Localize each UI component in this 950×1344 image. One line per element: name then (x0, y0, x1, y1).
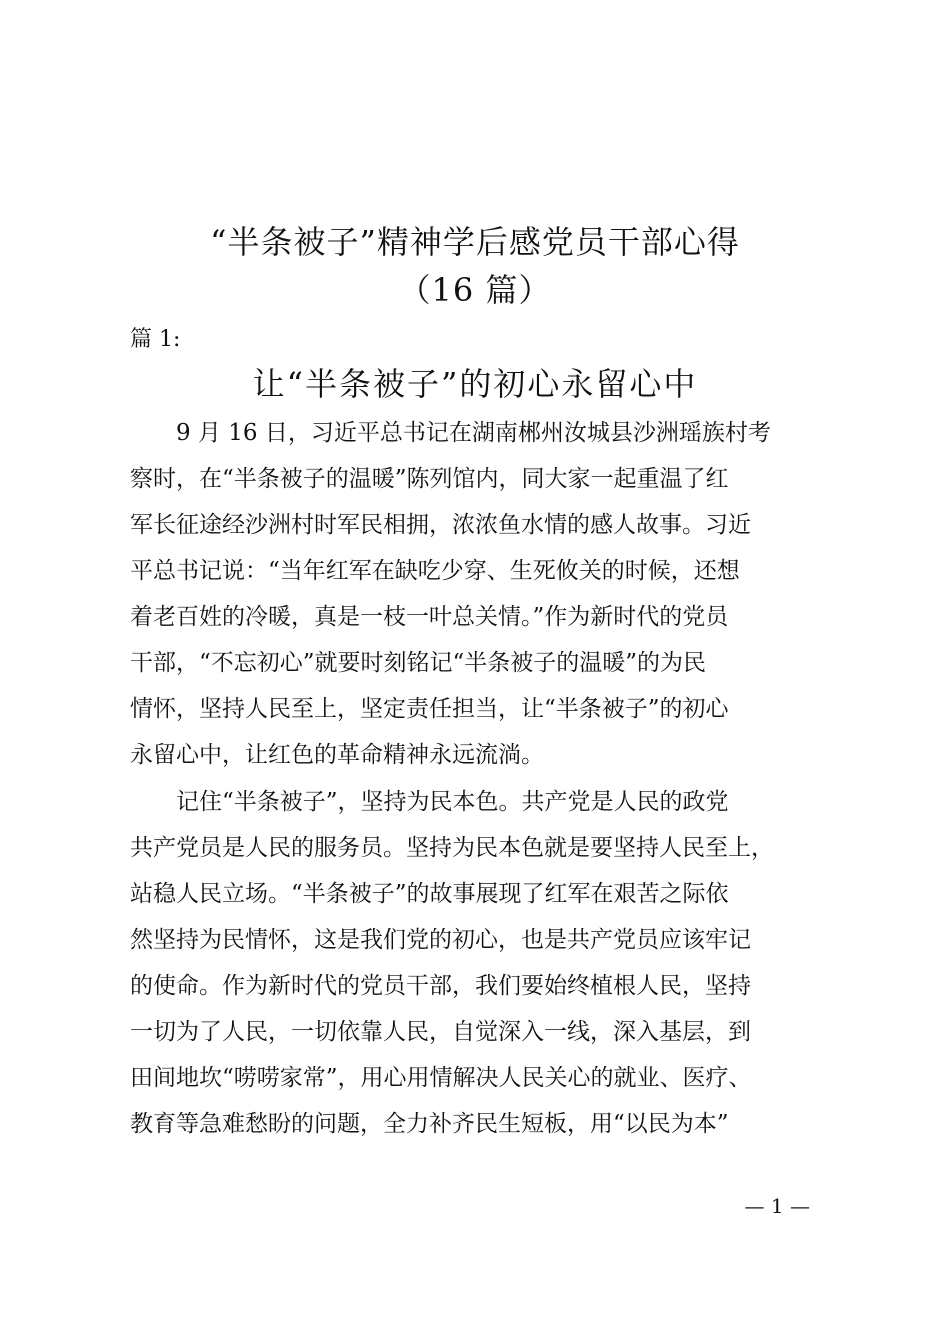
paragraph1-line: 情怀，坚持人民至上，坚定责任担当，让“半条被子”的初心 (130, 696, 729, 722)
paragraph2-line: 共产党员是人民的服务员。坚持为民本色就是要坚持人民至上， (130, 835, 774, 861)
page-number: — 1 — (744, 1194, 810, 1218)
paragraph1-line: 察时，在“半条被子的温暖”陈列馆内，同大家一起重温了红 (130, 466, 729, 492)
section-label: 篇 1: (130, 327, 181, 352)
paragraph1-line: 军长征途经沙洲村时军民相拥，浓浓鱼水情的感人故事。习近 (130, 512, 751, 538)
paragraph2-line: 一切为了人民，一切依靠人民，自觉深入一线，深入基层，到 (130, 1019, 751, 1045)
paragraph2-line: 的使命。作为新时代的党员干部，我们要始终植根人民，坚持 (130, 973, 751, 999)
document-title-line1: “半条被子”精神学后感党员干部心得 (210, 223, 740, 261)
paragraph1-line: 平总书记说：“当年红军在缺吃少穿、生死攸关的时候，还想 (130, 558, 740, 584)
paragraph1-line: 永留心中，让红色的革命精神永远流淌。 (130, 742, 544, 768)
paragraph2-line: 站稳人民立场。“半条被子”的故事展现了红军在艰苦之际依 (130, 881, 729, 907)
paragraph2-line: 然坚持为民情怀，这是我们党的初心，也是共产党员应该牢记 (130, 927, 751, 953)
paragraph2-line: 记住“半条被子”，坚持为民本色。共产党是人民的政党 (130, 789, 729, 815)
paragraph1-line: 9 月 16 日，习近平总书记在湖南郴州汝城县沙洲瑶族村考 (130, 420, 771, 446)
article-title: 让“半条被子”的初心永留心中 (252, 365, 698, 403)
paragraph1-line: 着老百姓的冷暖，真是一枝一叶总关情。”作为新时代的党员 (130, 604, 729, 630)
paragraph1-line: 干部，“不忘初心”就要时刻铭记“半条被子的温暖”的为民 (130, 650, 707, 676)
paragraph2-line: 教育等急难愁盼的问题，全力补齐民生短板，用“以民为本” (130, 1111, 729, 1137)
document-title-line2: （16 篇） (398, 271, 552, 309)
paragraph2-line: 田间地坎“唠唠家常”，用心用情解决人民关心的就业、医疗、 (130, 1065, 752, 1091)
